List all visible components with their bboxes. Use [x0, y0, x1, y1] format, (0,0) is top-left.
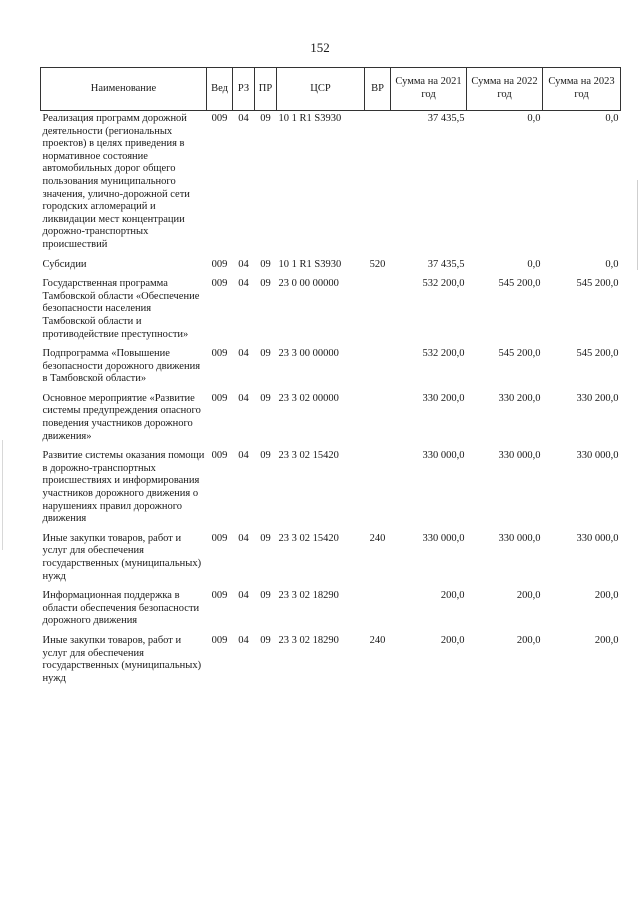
row-sum-2022: 545 200,0: [498, 348, 541, 360]
row-name: Подпрограмма «Повышение безопасности дорожного движения в Тамбовской области»: [42, 348, 201, 385]
row-sum-2022: 330 000,0: [498, 450, 541, 462]
scan-edge-mark: [637, 180, 638, 270]
row-sum-2022: 200,0: [516, 634, 541, 646]
row-ved: 009: [211, 348, 228, 360]
table-row: [41, 588, 621, 633]
header-csr: ЦСР: [277, 68, 365, 111]
row-ved: 009: [211, 450, 228, 462]
row-name: Основное мероприятие «Развитие системы предупреждения опасного поведения участников дорожного движения»: [42, 392, 201, 442]
row-ved: 009: [211, 258, 228, 270]
table-row: [41, 448, 621, 531]
row-pr: 09: [260, 634, 271, 646]
row-rz: 04: [238, 450, 249, 462]
row-sum-2023: 330 200,0: [576, 392, 619, 404]
row-rz: 04: [238, 590, 249, 602]
scan-edge-mark-left: [2, 440, 3, 550]
row-sum-2021: 37 435,5: [427, 113, 465, 124]
row-name: Иные закупки товаров, работ и услуг для обеспечения государственных (муниципальных) нужд: [42, 532, 202, 582]
row-rz: 04: [238, 113, 249, 124]
row-rz: 04: [238, 634, 249, 646]
row-ved: 009: [211, 278, 228, 290]
table-body: [41, 111, 621, 691]
row-pr: 09: [260, 348, 271, 360]
row-sum-2023: 200,0: [594, 634, 619, 646]
row-rz: 04: [238, 392, 249, 404]
row-vr: [365, 588, 391, 633]
row-vr: [365, 276, 391, 346]
row-name: Субсидии: [42, 258, 87, 270]
header-vr: ВР: [365, 68, 391, 111]
row-rz: 04: [238, 278, 249, 290]
table-row: [41, 346, 621, 391]
page-number: 152: [310, 40, 330, 55]
row-ved: 009: [211, 532, 228, 544]
row-sum-2023: 545 200,0: [576, 278, 619, 290]
header-name: Наименование: [41, 68, 207, 111]
row-vr: [365, 111, 391, 257]
table-row: [41, 276, 621, 346]
row-rz: 04: [238, 258, 249, 270]
header-rz: РЗ: [233, 68, 255, 111]
row-vr: 520: [369, 258, 386, 270]
row-sum-2023: 330 000,0: [576, 450, 619, 462]
row-name: Иные закупки товаров, работ и услуг для обеспечения государственных (муниципальных) нужд: [42, 634, 202, 684]
row-pr: 09: [260, 113, 271, 124]
row-sum-2021: 37 435,5: [427, 258, 465, 270]
row-ved: 009: [211, 113, 228, 124]
row-name: Реализация программ дорожной деятельности (региональных проектов) в целях приведения в нормативное состояние автомобильных дорог общего пользования муниципального значения, улично-дорожной сети городских агломераций и ликвидации мест концентрации дорожно-транспортных происшествий: [42, 113, 190, 250]
row-name: Государственная программа Тамбовской области «Обеспечение безопасности населения Тамбовской области и противодействие преступности»: [42, 278, 200, 340]
row-sum-2023: 0,0: [605, 113, 619, 124]
row-sum-2022: 330 200,0: [498, 392, 541, 404]
row-sum-2021: 330 000,0: [422, 450, 465, 462]
row-pr: 09: [260, 278, 271, 290]
row-sum-2023: 545 200,0: [576, 348, 619, 360]
row-ved: 009: [211, 590, 228, 602]
row-sum-2023: 0,0: [605, 258, 619, 270]
row-csr: 23 3 00 00000: [278, 348, 339, 360]
row-rz: 04: [238, 532, 249, 544]
header-sum-2023: Сумма на 2023 год: [543, 68, 621, 111]
row-sum-2021: 200,0: [440, 634, 465, 646]
row-rz: 04: [238, 348, 249, 360]
row-csr: 10 1 R1 S3930: [278, 113, 342, 124]
row-pr: 09: [260, 392, 271, 404]
row-name: Развитие системы оказания помощи в дорожно-транспортных происшествиях и информирования участников дорожного движения о нарушениях правил дорожного движения: [42, 450, 205, 525]
row-ved: 009: [211, 392, 228, 404]
row-sum-2021: 330 000,0: [422, 532, 465, 544]
header-sum-2021: Сумма на 2021 год: [391, 68, 467, 111]
row-sum-2021: 532 200,0: [422, 348, 465, 360]
row-csr: 23 3 02 18290: [278, 590, 339, 602]
table-row: [41, 391, 621, 448]
row-csr: 23 3 02 15420: [278, 450, 339, 462]
row-sum-2021: 532 200,0: [422, 278, 465, 290]
row-pr: 09: [260, 590, 271, 602]
row-sum-2021: 200,0: [440, 590, 465, 602]
row-sum-2023: 200,0: [594, 590, 619, 602]
row-ved: 009: [211, 634, 228, 646]
table-header: [41, 68, 621, 111]
row-csr: 23 3 02 00000: [278, 392, 339, 404]
budget-table: [40, 67, 621, 690]
row-csr: 10 1 R1 S3930: [278, 258, 342, 270]
row-vr: [365, 391, 391, 448]
header-pr: ПР: [255, 68, 277, 111]
row-csr: 23 0 00 00000: [278, 278, 339, 290]
table-row: [41, 257, 621, 277]
row-name: Информационная поддержка в области обеспечения безопасности дорожного движения: [42, 590, 200, 627]
row-csr: 23 3 02 15420: [278, 532, 339, 544]
row-csr: 23 3 02 18290: [278, 634, 339, 646]
table-row: [41, 633, 621, 690]
row-pr: 09: [260, 450, 271, 462]
header-sum-2022: Сумма на 2022 год: [467, 68, 543, 111]
row-sum-2022: 545 200,0: [498, 278, 541, 290]
row-sum-2022: 0,0: [527, 113, 541, 124]
row-sum-2022: 200,0: [516, 590, 541, 602]
row-vr: [365, 448, 391, 531]
row-sum-2023: 330 000,0: [576, 532, 619, 544]
row-pr: 09: [260, 258, 271, 270]
table-row: [41, 531, 621, 588]
row-sum-2022: 0,0: [527, 258, 541, 270]
row-vr: 240: [369, 532, 386, 544]
row-vr: [365, 346, 391, 391]
row-sum-2021: 330 200,0: [422, 392, 465, 404]
header-ved: Вед: [207, 68, 233, 111]
row-sum-2022: 330 000,0: [498, 532, 541, 544]
row-pr: 09: [260, 532, 271, 544]
table-row: [41, 111, 621, 257]
row-vr: 240: [369, 634, 386, 646]
